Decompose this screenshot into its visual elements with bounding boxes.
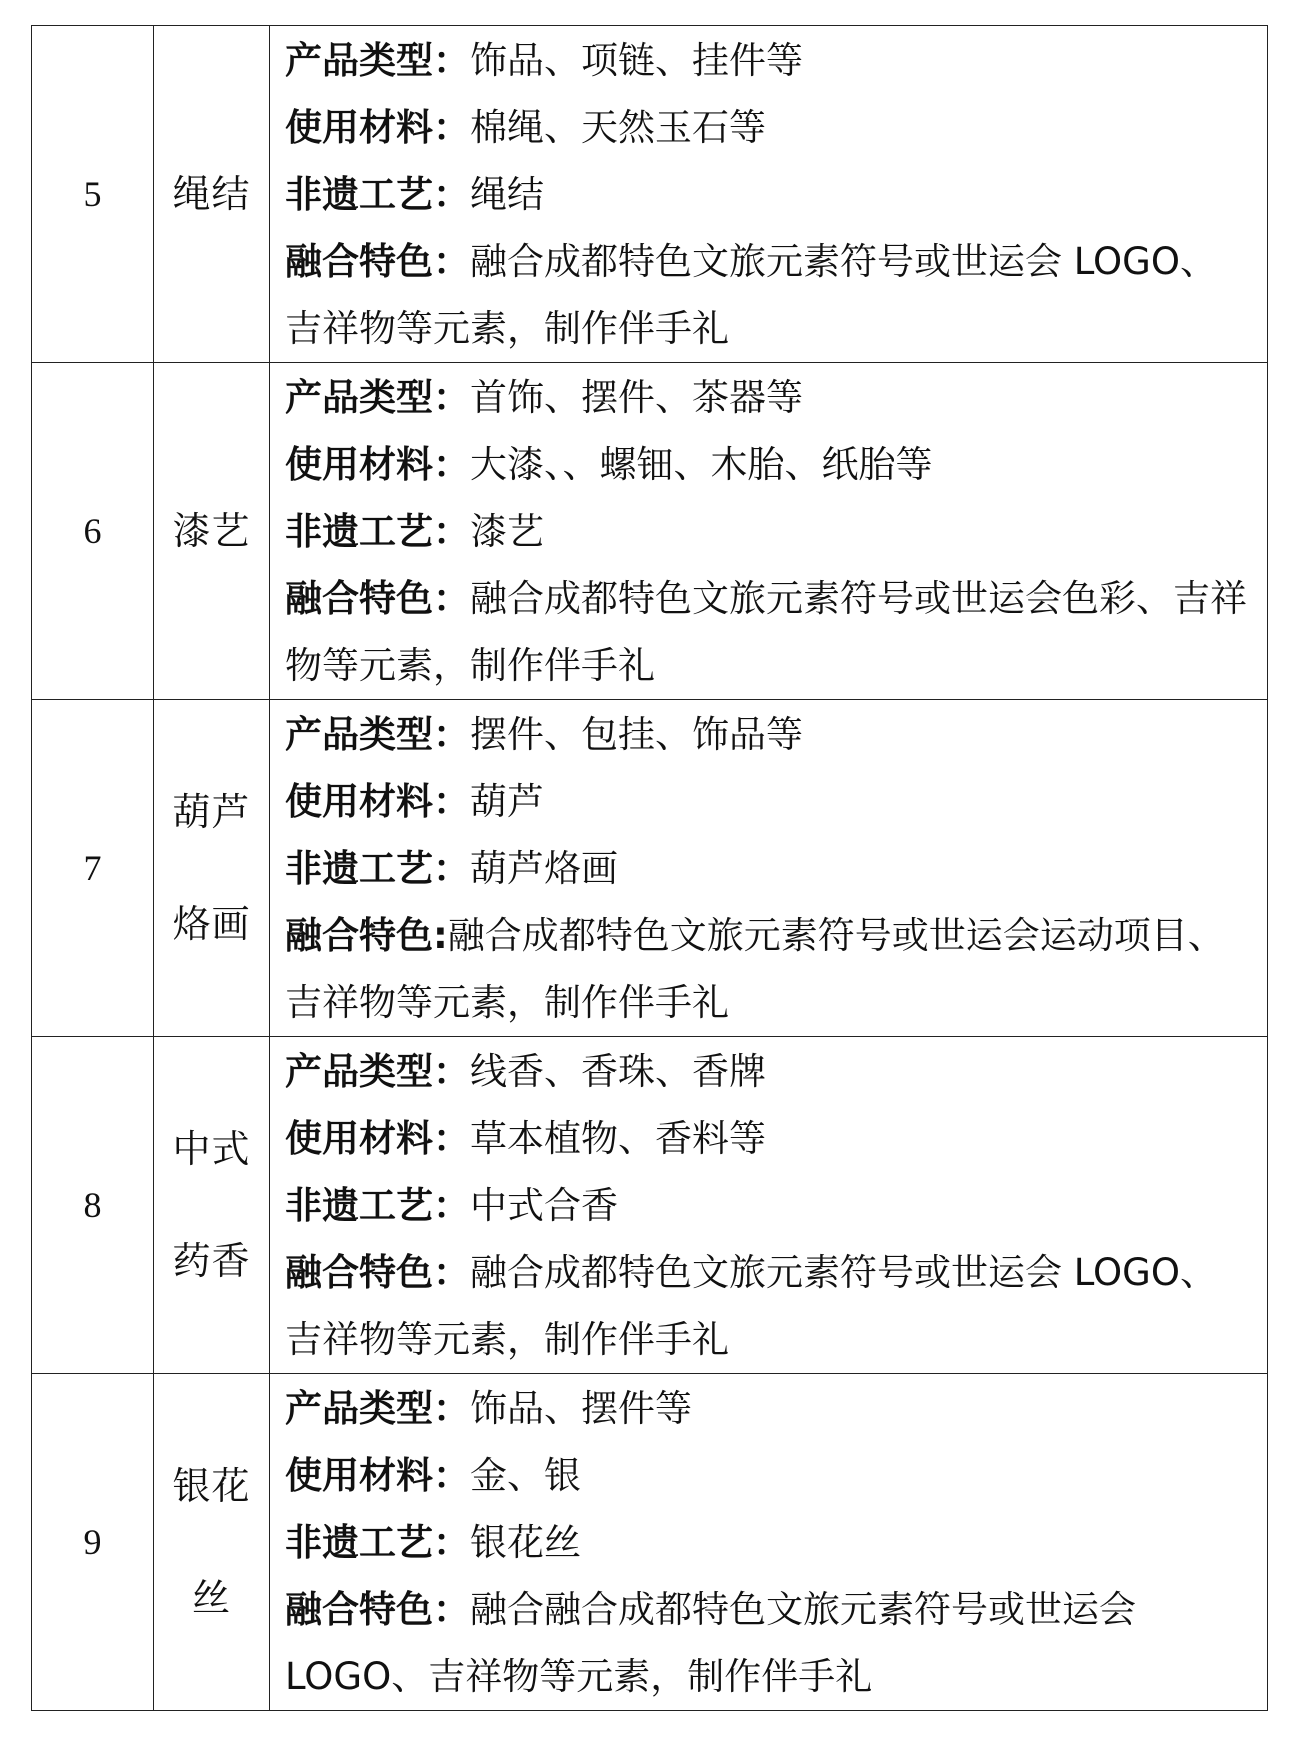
craft-name-cell <box>154 1374 270 1711</box>
craft-technique-line <box>285 1172 1253 1239</box>
field-label: 产品类型： <box>285 712 470 756</box>
field-label: 融合特色: <box>285 913 448 957</box>
craft-name: 银花丝 <box>172 1464 251 1620</box>
field-label: 使用材料： <box>285 1453 470 1497</box>
craft-name: 中式药香 <box>172 1127 251 1283</box>
craft-technique-line <box>285 1509 1253 1576</box>
field-value: 棉绳、天然玉石等 <box>470 105 766 149</box>
field-label: 非遗工艺： <box>285 509 470 553</box>
field-value: 大漆、、螺钿、木胎、纸胎等 <box>470 442 933 486</box>
table-row <box>32 363 1268 700</box>
field-label: 非遗工艺： <box>285 1183 470 1227</box>
field-value: 线香、香珠、香牌 <box>470 1049 766 1093</box>
row-number: 9 <box>32 1374 154 1711</box>
product-type-line <box>285 364 1253 431</box>
field-label: 使用材料： <box>285 105 470 149</box>
fusion-feature-line <box>285 565 1253 699</box>
field-label: 产品类型： <box>285 1386 470 1430</box>
craft-description <box>270 363 1268 700</box>
product-type-line <box>285 701 1253 768</box>
fusion-feature-line <box>285 902 1253 1036</box>
field-label: 产品类型： <box>285 1049 470 1093</box>
field-value: 绳结 <box>470 172 544 216</box>
field-value: 葫芦烙画 <box>470 846 618 890</box>
field-label: 融合特色： <box>285 1250 470 1294</box>
craft-name: 葫芦烙画 <box>172 790 251 946</box>
field-value: 葫芦 <box>470 779 544 823</box>
material-line <box>285 1442 1253 1509</box>
material-line <box>285 768 1253 835</box>
field-label: 非遗工艺： <box>285 1520 470 1564</box>
table-body <box>32 26 1268 1711</box>
field-value: 融合成都特色文旅元素符号或世运会色彩、吉祥物等元素，制作伴手礼 <box>285 576 1247 687</box>
craft-name-cell <box>154 26 270 363</box>
field-label: 使用材料： <box>285 442 470 486</box>
craft-products-table <box>31 25 1268 1711</box>
material-line <box>285 1105 1253 1172</box>
field-value: 融合成都特色文旅元素符号或世运会运动项目、吉祥物等元素，制作伴手礼 <box>285 913 1225 1024</box>
field-label: 融合特色： <box>285 239 470 283</box>
product-type-line <box>285 1038 1253 1105</box>
table-row <box>32 1037 1268 1374</box>
product-type-line <box>285 27 1253 94</box>
craft-description <box>270 1374 1268 1711</box>
material-line <box>285 431 1253 498</box>
craft-name: 绳结 <box>172 172 251 216</box>
field-value: 融合成都特色文旅元素符号或世运会 LOGO、吉祥物等元素，制作伴手礼 <box>285 239 1217 350</box>
field-label: 产品类型： <box>285 375 470 419</box>
craft-technique-line <box>285 835 1253 902</box>
row-number: 5 <box>32 26 154 363</box>
fusion-feature-line <box>285 1576 1253 1710</box>
row-number: 6 <box>32 363 154 700</box>
field-label: 融合特色： <box>285 1587 470 1631</box>
craft-name: 漆艺 <box>172 509 251 553</box>
craft-name-cell <box>154 700 270 1037</box>
table-row <box>32 26 1268 363</box>
field-value: 饰品、项链、挂件等 <box>470 38 803 82</box>
field-value: 漆艺 <box>470 509 544 553</box>
field-value: 中式合香 <box>470 1183 618 1227</box>
field-label: 融合特色： <box>285 576 470 620</box>
field-label: 使用材料： <box>285 1116 470 1160</box>
row-number: 7 <box>32 700 154 1037</box>
product-type-line <box>285 1375 1253 1442</box>
craft-name-cell <box>154 363 270 700</box>
craft-description <box>270 1037 1268 1374</box>
table-row <box>32 1374 1268 1711</box>
field-value: 首饰、摆件、茶器等 <box>470 375 803 419</box>
field-label: 非遗工艺： <box>285 846 470 890</box>
field-label: 使用材料： <box>285 779 470 823</box>
field-label: 非遗工艺： <box>285 172 470 216</box>
field-value: 摆件、包挂、饰品等 <box>470 712 803 756</box>
craft-technique-line <box>285 498 1253 565</box>
material-line <box>285 94 1253 161</box>
table-row <box>32 700 1268 1037</box>
craft-description <box>270 26 1268 363</box>
field-value: 草本植物、香料等 <box>470 1116 766 1160</box>
fusion-feature-line <box>285 228 1253 362</box>
craft-name-cell <box>154 1037 270 1374</box>
field-label: 产品类型： <box>285 38 470 82</box>
craft-technique-line <box>285 161 1253 228</box>
field-value: 融合融合成都特色文旅元素符号或世运会LOGO、吉祥物等元素，制作伴手礼 <box>285 1587 1136 1698</box>
field-value: 饰品、摆件等 <box>470 1386 692 1430</box>
craft-description <box>270 700 1268 1037</box>
field-value: 金、银 <box>470 1453 581 1497</box>
row-number: 8 <box>32 1037 154 1374</box>
field-value: 融合成都特色文旅元素符号或世运会 LOGO、吉祥物等元素，制作伴手礼 <box>285 1250 1217 1361</box>
fusion-feature-line <box>285 1239 1253 1373</box>
field-value: 银花丝 <box>470 1520 581 1564</box>
